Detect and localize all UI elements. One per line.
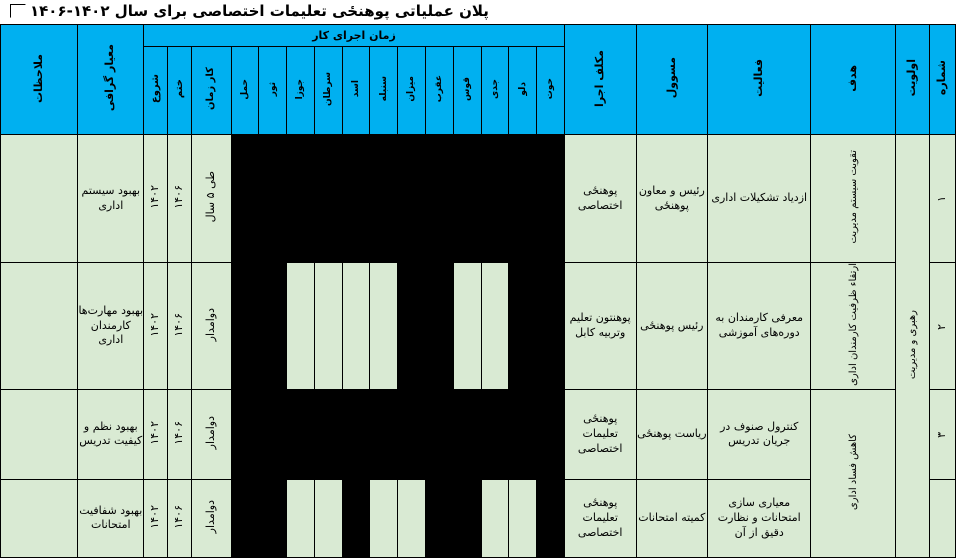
header-time-group: زمان اجرای کار: [144, 25, 565, 47]
cell-month-11: [509, 479, 537, 557]
cell-month-5: [342, 389, 370, 479]
cell-duration: دوامدار: [191, 479, 231, 557]
cell-month-8: [425, 389, 453, 479]
cell-criteria: بهبود مهارت‌ها کارمندان اداری: [78, 263, 144, 390]
header-year-start: شروع: [144, 47, 168, 135]
cell-year-end: ۱۴۰۶: [167, 135, 191, 263]
header-priority: اولویت: [896, 25, 930, 135]
header-month-9: قوس: [453, 47, 481, 135]
cell-month-9: [453, 389, 481, 479]
header-number: شماره: [930, 25, 956, 135]
cell-responsible: کمیته امتحانات: [636, 479, 708, 557]
cell-number: ۳: [930, 389, 956, 479]
cell-goal: کاهش فساد اداری: [811, 389, 896, 557]
header-month-2: ثور: [259, 47, 287, 135]
cell-month-8: [425, 479, 453, 557]
table-body: [1, 135, 956, 558]
cell-month-1: [231, 135, 259, 263]
cell-month-9: [453, 263, 481, 390]
operational-plan-table: [0, 24, 956, 558]
cell-month-4: [314, 389, 342, 479]
header-year-end: ختم: [167, 47, 191, 135]
cell-month-12: [537, 479, 565, 557]
cell-month-6: [370, 479, 398, 557]
cell-goal: تقویت سیستم مدیریت: [811, 135, 896, 263]
cell-notes: [1, 479, 78, 557]
cell-month-5: [342, 135, 370, 263]
header-month-11: دلو: [509, 47, 537, 135]
cell-month-2: [259, 135, 287, 263]
header-month-8: عقرب: [425, 47, 453, 135]
cell-criteria: بهبود شفافیت امتحانات: [78, 479, 144, 557]
cell-number: ۲: [930, 263, 956, 390]
cell-notes: [1, 263, 78, 390]
cell-responsible: ریاست پوهنځی: [636, 389, 708, 479]
header-month-3: جوزا: [287, 47, 315, 135]
cell-duration: طی ۵ سال: [191, 135, 231, 263]
table-row: [1, 135, 956, 263]
header-responsible: مسوول: [636, 25, 708, 135]
cell-duration: دوامدار: [191, 389, 231, 479]
cell-month-2: [259, 263, 287, 390]
table-header-top-row: [1, 25, 956, 47]
cell-month-7: [398, 263, 426, 390]
cell-month-4: [314, 263, 342, 390]
header-activity: فعالیت: [708, 25, 811, 135]
table-row: [1, 389, 956, 479]
cell-criteria: بهبود نظم و کیفیت تدریس: [78, 389, 144, 479]
cell-month-7: [398, 135, 426, 263]
cell-month-12: [537, 263, 565, 390]
cell-goal: ارتقاء ظرفیت کارمندان اداری: [811, 263, 896, 390]
cell-month-1: [231, 389, 259, 479]
cell-notes: [1, 389, 78, 479]
cell-month-1: [231, 263, 259, 390]
cell-month-3: [287, 263, 315, 390]
cell-year-end: ۱۴۰۶: [167, 479, 191, 557]
page-title: پلان عملیاتی پوهنځی تعلیمات اختصاصی برای سال ۱۴۰۲-۱۴۰۶: [30, 2, 489, 20]
cell-month-2: [259, 389, 287, 479]
cell-priority: رهبری و مدیریت: [896, 135, 930, 558]
cell-month-6: [370, 263, 398, 390]
cell-activity: کنترول صنوف در جریان تدریس: [708, 389, 811, 479]
cell-month-11: [509, 135, 537, 263]
header-month-12: حوت: [537, 47, 565, 135]
cell-month-12: [537, 389, 565, 479]
header-executor: مکلف اجرا: [564, 25, 636, 135]
cell-month-10: [481, 479, 509, 557]
header-month-6: سنبله: [370, 47, 398, 135]
header-month-4: سرطان: [314, 47, 342, 135]
cell-month-3: [287, 389, 315, 479]
header-criteria: معیار گرافی: [78, 25, 144, 135]
cell-month-5: [342, 479, 370, 557]
header-goal: هدف: [811, 25, 896, 135]
cell-month-6: [370, 389, 398, 479]
cell-month-4: [314, 479, 342, 557]
cell-activity: معرفی کارمندان به دوره‌های آموزشی: [708, 263, 811, 390]
cell-month-5: [342, 263, 370, 390]
cell-month-12: [537, 135, 565, 263]
cell-activity: معیاری سازی امتحانات و نظارت دقیق از آن: [708, 479, 811, 557]
cell-executor: پوهنځی اختصاصی: [564, 135, 636, 263]
cell-responsible: رئیس پوهنځی: [636, 263, 708, 390]
header-month-10: جدی: [481, 47, 509, 135]
header-notes: ملاحظات: [1, 25, 78, 135]
cell-number: ۱: [930, 135, 956, 263]
cell-month-7: [398, 389, 426, 479]
cell-notes: [1, 135, 78, 263]
cell-executor: پوهنتون تعلیم وتربیه کابل: [564, 263, 636, 390]
cell-year-start: ۱۴۰۲: [144, 263, 168, 390]
table-row: [1, 263, 956, 390]
header-month-5: اسد: [342, 47, 370, 135]
cell-month-10: [481, 263, 509, 390]
cell-month-6: [370, 135, 398, 263]
cell-executor: پوهنځی تعلیمات اختصاصی: [564, 389, 636, 479]
cell-duration: دوامدار: [191, 263, 231, 390]
cell-number: [930, 479, 956, 557]
cell-month-2: [259, 479, 287, 557]
corner-marker-icon: [10, 4, 26, 18]
cell-month-3: [287, 479, 315, 557]
cell-criteria: بهبود سیستم اداری: [78, 135, 144, 263]
cell-year-end: ۱۴۰۶: [167, 389, 191, 479]
cell-month-1: [231, 479, 259, 557]
cell-month-9: [453, 135, 481, 263]
cell-activity: ازدیاد تشکیلات اداری: [708, 135, 811, 263]
cell-month-10: [481, 389, 509, 479]
cell-year-end: ۱۴۰۶: [167, 263, 191, 390]
header-month-7: میزان: [398, 47, 426, 135]
header-month-1: حمل: [231, 47, 259, 135]
cell-month-7: [398, 479, 426, 557]
document-title-row: [0, 0, 962, 22]
cell-executor: پوهنځی تعلیمات اختصاصی: [564, 479, 636, 557]
cell-responsible: رئیس و معاون پوهنځی: [636, 135, 708, 263]
cell-month-4: [314, 135, 342, 263]
cell-month-10: [481, 135, 509, 263]
cell-year-start: ۱۴۰۲: [144, 479, 168, 557]
cell-month-3: [287, 135, 315, 263]
cell-month-8: [425, 263, 453, 390]
cell-year-start: ۱۴۰۲: [144, 135, 168, 263]
header-duration: کار زمان: [191, 47, 231, 135]
cell-year-start: ۱۴۰۲: [144, 389, 168, 479]
cell-month-8: [425, 135, 453, 263]
cell-month-11: [509, 389, 537, 479]
cell-month-11: [509, 263, 537, 390]
cell-month-9: [453, 479, 481, 557]
